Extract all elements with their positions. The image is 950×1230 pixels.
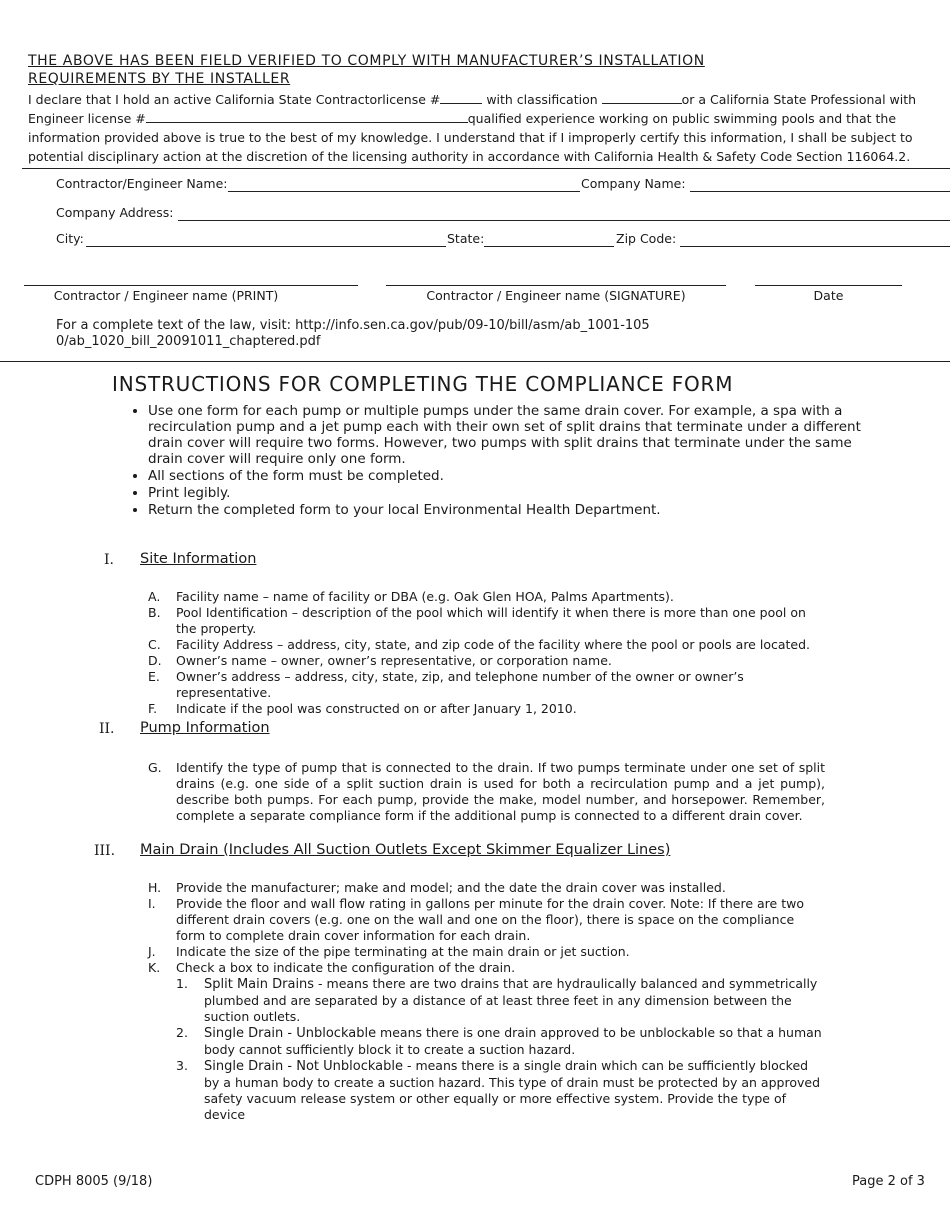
- bullet-item: • Return the completed form to your local Environmental Health Department.: [148, 502, 868, 518]
- law-url-link[interactable]: http://info.sen.ca.gov/pub/09-10/bill/asm/ab_1001-1050/ab_1020_bill_20091011_chaptered.pdf: [56, 318, 650, 349]
- instructions-title: INSTRUCTIONS FOR COMPLETING THE COMPLIANCE FORM: [112, 372, 734, 396]
- contractor-license-blank[interactable]: [440, 91, 482, 104]
- list-item: [176, 976, 826, 1025]
- section-number: III.: [94, 843, 116, 859]
- item-text: Facility Address – address, city, state, and zip code of the facility where the pool or pools are located.: [176, 637, 811, 652]
- print-name-label: Contractor / Engineer name (PRINT): [53, 288, 279, 303]
- instructions-bullet-list: [118, 403, 868, 519]
- list-item: [148, 589, 828, 605]
- list-item: [148, 760, 825, 824]
- item-label: J.: [148, 944, 156, 959]
- section-divider: [0, 361, 950, 362]
- list-item: [148, 896, 812, 944]
- list-item: [176, 1058, 826, 1123]
- signature-line[interactable]: [386, 285, 726, 286]
- declare-part-4: qualified experience working on public swimming pools and that the information provided above is true to the best of my knowledge. I understand that if I improperly certify this information, I shall be subject to potential disciplinary action at the discretion of the licensing authority in accordance with California Health & Safety Code Section 116064.2.: [28, 111, 913, 164]
- item-text: - means there is a single drain which can be sufficiently blocked by a human body to create a suction hazard. This type of drain must be protected by an approved safety vacuum release system or other equally or more effective system. Provide the type of device: [204, 1058, 820, 1122]
- item-label: B.: [148, 605, 161, 620]
- drain-sub-list: [148, 976, 826, 1123]
- section-number: II.: [99, 721, 115, 737]
- list-item: [148, 637, 828, 653]
- bullet-item: • Print legibly.: [148, 485, 868, 501]
- city-field[interactable]: [86, 246, 446, 247]
- zip-label: Zip Code:: [616, 231, 677, 246]
- item-label: 1.: [176, 976, 188, 991]
- list-item: [148, 669, 828, 701]
- date-label: Date: [813, 288, 844, 303]
- item-text: Provide the floor and wall flow rating in gallons per minute for the drain cover. Note: If there are two different drain covers (e.g. one on the wall and one on the floor), there is space on the compliance form to complete drain cover information for each drain.: [176, 896, 804, 943]
- item-text: Check a box to indicate the configuration of the drain.: [176, 960, 516, 975]
- item-label: F.: [148, 701, 158, 716]
- page-number: Page 2 of 3: [852, 1174, 925, 1189]
- item-term: Single Drain - Not Unblockable: [204, 1059, 403, 1074]
- bullet-item: • All sections of the form must be completed.: [148, 468, 868, 484]
- section-number: I.: [104, 552, 114, 568]
- item-label: C.: [148, 637, 161, 652]
- date-line[interactable]: [755, 285, 902, 286]
- print-name-line[interactable]: [24, 285, 358, 286]
- declare-part-1: I declare that I hold an active California State Contractorlicense #: [28, 92, 441, 107]
- item-label: A.: [148, 589, 161, 604]
- item-text: Provide the manufacturer; make and model; and the date the drain cover was installed.: [176, 880, 726, 895]
- list-item: [148, 701, 828, 717]
- law-reference: [56, 318, 656, 350]
- pump-item-list: [148, 760, 825, 824]
- company-name-field[interactable]: [690, 191, 950, 192]
- list-item: [148, 653, 828, 669]
- item-text: Facility name – name of facility or DBA (e.g. Oak Glen HOA, Palms Apartments).: [176, 589, 674, 604]
- item-text: Owner’s name – owner, owner’s representative, or corporation name.: [176, 653, 612, 668]
- item-label: 2.: [176, 1025, 188, 1040]
- law-prefix: For a complete text of the law, visit:: [56, 318, 296, 333]
- item-label: K.: [148, 960, 161, 975]
- item-label: G.: [148, 760, 162, 775]
- item-label: 3.: [176, 1058, 188, 1073]
- item-label: I.: [148, 896, 156, 911]
- divider: [22, 168, 950, 169]
- engineer-name-field[interactable]: [228, 191, 580, 192]
- verification-heading: THE ABOVE HAS BEEN FIELD VERIFIED TO COMPLY WITH MANUFACTURER’S INSTALLATION REQUIREMENTS BY THE INSTALLER: [28, 53, 705, 87]
- item-text: Indicate if the pool was constructed on or after January 1, 2010.: [176, 701, 577, 716]
- state-field[interactable]: [484, 246, 614, 247]
- item-text: - means there are two drains that are hydraulically balanced and symmetrically plumbed and are separated by a distance of at least three feet in any dimension between the suction outlets.: [204, 976, 818, 1024]
- zip-field[interactable]: [680, 246, 950, 247]
- company-address-label: Company Address:: [56, 205, 174, 220]
- item-label: E.: [148, 669, 160, 684]
- section-title-pump: Pump Information: [140, 720, 270, 736]
- drain-item-list: [148, 880, 822, 1123]
- declare-part-2: with classification: [482, 92, 602, 107]
- declare-part-3: or a California State Professional with Engineer license #: [28, 92, 917, 126]
- section-title-drain: Main Drain (Includes All Suction Outlets Except Skimmer Equalizer Lines): [140, 842, 671, 858]
- list-item: [148, 880, 812, 896]
- item-term: Split Main Drains: [204, 977, 315, 992]
- section-title-site: Site Information: [140, 551, 257, 567]
- declaration-text: [28, 90, 928, 166]
- item-text: Owner’s address – address, city, state, zip, and telephone number of the owner or owner’s representative.: [176, 669, 744, 700]
- item-term: Single Drain - Unblockable: [204, 1026, 377, 1041]
- item-label: H.: [148, 880, 162, 895]
- list-item: [176, 1025, 826, 1058]
- list-item: [148, 960, 812, 976]
- city-label: City:: [56, 231, 84, 246]
- item-label: D.: [148, 653, 162, 668]
- engineer-name-label: Contractor/Engineer Name:: [56, 176, 228, 191]
- company-name-label: Company Name:: [581, 176, 686, 191]
- item-text: Identify the type of pump that is connected to the drain. If two pumps terminate under one set of split drains (e.g. one side of a split suction drain is used for both a recirculation pump and a jet pump), describe both pumps. For each pump, provide the make, model number, and horsepower. Remember, complete a separate compliance form if the additional pump is connected to a different drain cover.: [176, 760, 825, 823]
- site-item-list: [148, 589, 828, 717]
- list-item: [148, 944, 812, 960]
- list-item: [148, 605, 828, 637]
- state-label: State:: [447, 231, 485, 246]
- item-text: Pool Identification – description of the pool which will identify it when there is more than one pool on the property.: [176, 605, 806, 636]
- bullet-item: • Use one form for each pump or multiple pumps under the same drain cover. For example, a spa with a recirculation pump and a jet pump each with their own set of split drains that terminate under a different drain cover will require two forms. However, two pumps with split drains that terminate under the same drain cover will require only one form.: [148, 403, 868, 467]
- engineer-license-blank[interactable]: [146, 110, 468, 123]
- classification-blank[interactable]: [602, 91, 682, 104]
- signature-label: Contractor / Engineer name (SIGNATURE): [426, 288, 686, 303]
- item-text: means there is one drain approved to be unblockable so that a human body cannot sufficiently block it to create a suction hazard.: [204, 1025, 822, 1057]
- item-text: Indicate the size of the pipe terminating at the main drain or jet suction.: [176, 944, 630, 959]
- form-id: CDPH 8005 (9/18): [35, 1174, 153, 1189]
- company-address-field[interactable]: [178, 220, 950, 221]
